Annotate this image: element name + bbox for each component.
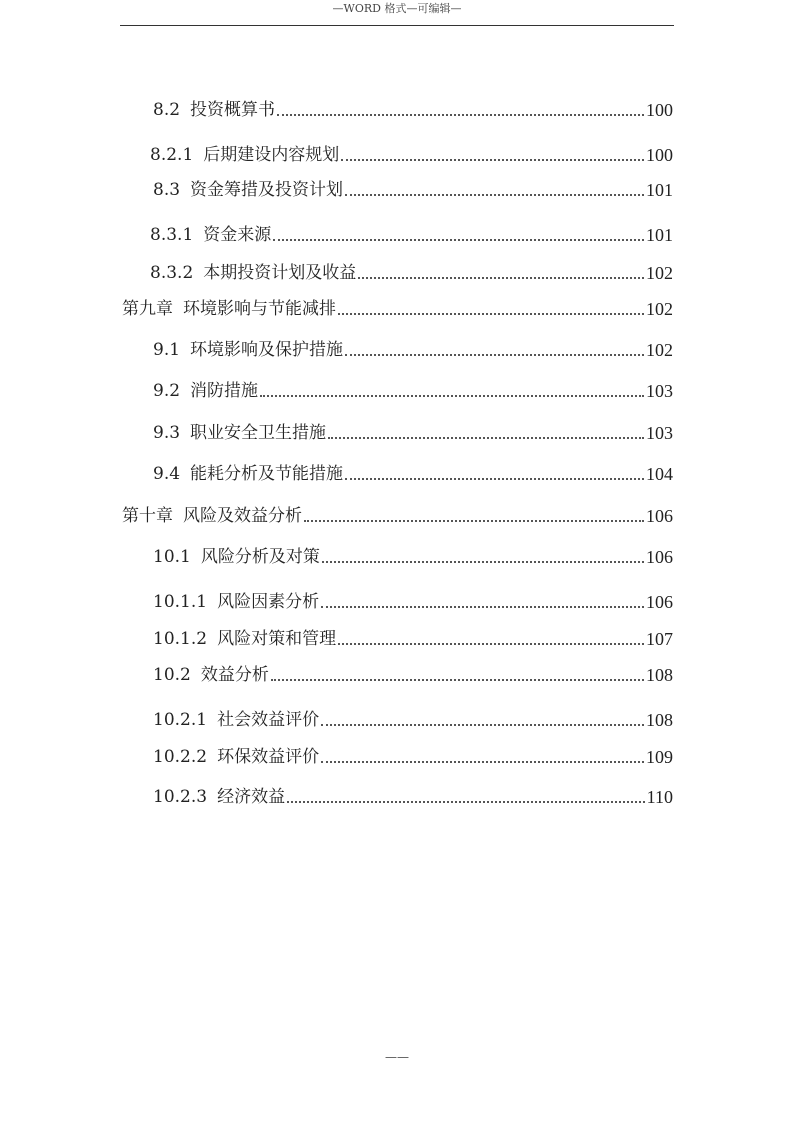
toc-dot-leader xyxy=(328,437,644,439)
toc-entry-10-2-2[interactable] xyxy=(153,742,673,768)
toc-entry-title: 资金筹措及投资计划 xyxy=(190,180,344,200)
toc-entry-title: 风险因素分析 xyxy=(217,592,320,612)
toc-dot-leader xyxy=(345,478,644,480)
toc-entry-title: 本期投资计划及收益 xyxy=(203,263,357,283)
toc-entry-number: 10.1.2 xyxy=(153,629,208,649)
toc-dot-leader xyxy=(338,643,644,645)
toc-entry-number: 9.3 xyxy=(153,423,181,443)
toc-entry-10-2-1[interactable] xyxy=(153,705,673,731)
toc-entry-8-3-2[interactable] xyxy=(150,258,673,284)
toc-entry-title: 经济效益 xyxy=(217,787,286,807)
toc-entry-title: 风险对策和管理 xyxy=(217,629,337,649)
toc-entry-page: 108 xyxy=(646,710,673,730)
toc-entry-title: 效益分析 xyxy=(200,665,269,685)
page-footer: —— xyxy=(385,1050,409,1064)
toc-entry-page: 106 xyxy=(646,592,673,612)
toc-entry-page: 106 xyxy=(646,506,673,526)
toc-entry-page: 109 xyxy=(646,747,673,767)
toc-entry-page: 102 xyxy=(646,299,673,319)
toc-entry-number: 8.2.1 xyxy=(150,145,194,165)
toc-entry-page: 106 xyxy=(646,547,673,567)
toc-dot-leader xyxy=(287,801,645,803)
toc-entry-number: 第九章 xyxy=(122,299,173,319)
toc-entry-number: 8.3 xyxy=(153,180,181,200)
toc-entry-number: 10.2 xyxy=(153,665,191,685)
toc-dot-leader xyxy=(277,114,644,116)
toc-entry-10-1[interactable] xyxy=(153,542,673,568)
toc-dot-leader xyxy=(321,724,644,726)
toc-entry-number: 10.2.2 xyxy=(153,747,208,767)
toc-entry-number: 10.2.1 xyxy=(153,710,208,730)
toc-entry-chapter-9[interactable] xyxy=(122,294,673,320)
toc-dot-leader xyxy=(345,354,644,356)
toc-entry-10-2[interactable] xyxy=(153,660,673,686)
toc-dot-leader xyxy=(322,561,644,563)
toc-entry-title: 能耗分析及节能措施 xyxy=(190,464,344,484)
toc-entry-title: 环境影响及保护措施 xyxy=(190,340,344,360)
toc-entry-page: 100 xyxy=(646,100,673,120)
toc-entry-number: 9.1 xyxy=(153,340,181,360)
toc-entry-page: 102 xyxy=(646,340,673,360)
toc-dot-leader xyxy=(345,194,644,196)
toc-entry-title: 环保效益评价 xyxy=(217,747,320,767)
toc-entry-number: 10.1 xyxy=(153,547,191,567)
toc-entry-title: 环境影响与节能减排 xyxy=(183,299,336,319)
toc-entry-page: 101 xyxy=(646,225,673,245)
toc-entry-page: 101 xyxy=(646,180,673,200)
toc-entry-10-1-1[interactable] xyxy=(153,587,673,613)
toc-dot-leader xyxy=(260,395,644,397)
toc-entry-page: 102 xyxy=(646,263,673,283)
toc-dot-leader xyxy=(273,239,644,241)
toc-entry-title: 后期建设内容规划 xyxy=(203,145,340,165)
toc-entry-9-4[interactable] xyxy=(153,459,673,485)
toc-dot-leader xyxy=(338,313,644,315)
toc-entry-number: 9.2 xyxy=(153,381,181,401)
toc-entry-title: 风险分析及对策 xyxy=(200,547,320,567)
toc-entry-title: 职业安全卫生措施 xyxy=(190,423,327,443)
toc-entry-title: 消防措施 xyxy=(190,381,259,401)
toc-entry-page: 104 xyxy=(646,464,673,484)
toc-entry-number: 8.3.1 xyxy=(150,225,194,245)
toc-dot-leader xyxy=(341,159,644,161)
toc-entry-title: 社会效益评价 xyxy=(217,710,320,730)
toc-dot-leader xyxy=(321,761,644,763)
toc-entry-8-2-1[interactable] xyxy=(150,140,673,166)
toc-entry-8-2[interactable] xyxy=(153,95,673,121)
toc-entry-page: 100 xyxy=(646,145,673,165)
toc-entry-number: 8.2 xyxy=(153,100,181,120)
toc-entry-title: 风险及效益分析 xyxy=(183,506,302,526)
toc-entry-9-3[interactable] xyxy=(153,418,673,444)
toc-entry-10-2-3[interactable] xyxy=(153,782,673,808)
toc-entry-number: 10.1.1 xyxy=(153,592,208,612)
toc-entry-page: 110 xyxy=(646,787,673,807)
toc-entry-8-3[interactable] xyxy=(153,175,673,201)
toc-dot-leader xyxy=(271,679,644,681)
toc-entry-9-2[interactable] xyxy=(153,376,673,402)
toc-entry-8-3-1[interactable] xyxy=(150,220,673,246)
toc-entry-page: 103 xyxy=(646,423,673,443)
toc-dot-leader xyxy=(358,277,644,279)
toc-entry-chapter-10[interactable] xyxy=(122,501,673,527)
toc-entry-number: 10.2.3 xyxy=(153,787,208,807)
toc-dot-leader xyxy=(304,520,644,522)
toc-entry-title: 资金来源 xyxy=(203,225,272,245)
toc-entry-number: 9.4 xyxy=(153,464,181,484)
toc-entry-page: 108 xyxy=(646,665,673,685)
toc-entry-title: 投资概算书 xyxy=(190,100,276,120)
toc-entry-number: 第十章 xyxy=(122,506,173,526)
toc-entry-page: 103 xyxy=(646,381,673,401)
toc-entry-number: 8.3.2 xyxy=(150,263,194,283)
toc-entry-9-1[interactable] xyxy=(153,335,673,361)
toc-entry-page: 107 xyxy=(646,629,673,649)
page-header: —WORD 格式—可编辑— xyxy=(120,0,674,26)
toc-entry-10-1-2[interactable] xyxy=(153,624,673,650)
toc-dot-leader xyxy=(321,606,644,608)
